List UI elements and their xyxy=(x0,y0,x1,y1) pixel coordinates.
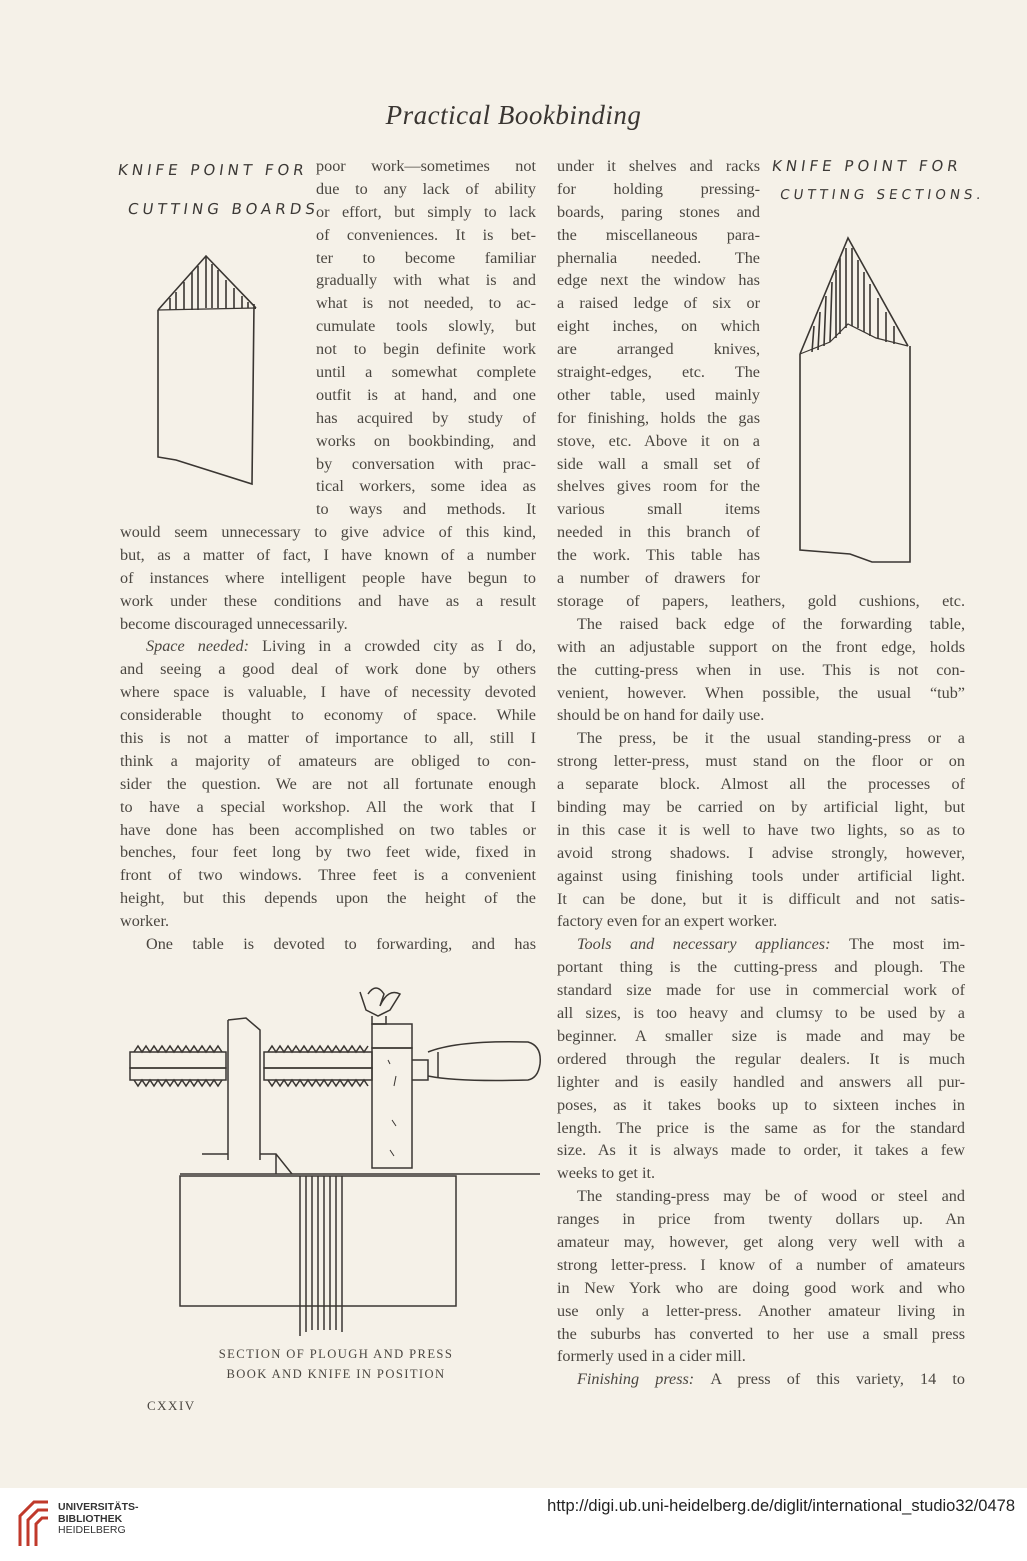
text-line: One table is devoted to forwarding, and has xyxy=(146,935,536,954)
text-line: The press, be it the usual standing-press or a xyxy=(577,729,965,748)
text-span: The most im- xyxy=(848,935,965,954)
text-line: with an adjustable support on the front edge, holds xyxy=(557,637,965,656)
text-line: front of two windows. Three feet is a convenient xyxy=(120,866,536,885)
text-line: considerable thought to economy of space. While xyxy=(120,706,536,725)
text-line: ranges in price from twenty dollars up. An xyxy=(557,1210,965,1229)
text-line: boards, paring stones and xyxy=(557,202,760,221)
space-needed-label: Space needed: xyxy=(146,637,249,656)
text-line: The standing-press may be of wood or steel and xyxy=(577,1187,965,1206)
text-line: use only a letter-press. Another amateur living in xyxy=(557,1301,965,1320)
logo-line: BIBLIOTHEK xyxy=(58,1512,123,1525)
text-line: a raised ledge of six or xyxy=(557,294,760,313)
text-line: the suburbs has converted to her use a small press xyxy=(557,1324,965,1343)
logo-line: HEIDELBERG xyxy=(58,1524,126,1536)
text-line: amateur may, however, get along very well with a xyxy=(557,1232,965,1251)
text-line: ter to become familiar xyxy=(316,248,536,267)
left-column-narrow-text xyxy=(316,155,536,521)
text-line: has acquired by study of xyxy=(316,408,536,427)
right-column-text xyxy=(557,590,965,1391)
text-line: and seeing a good deal of work done by others xyxy=(120,660,536,679)
text-line: It can be done, but it is difficult and not satis- xyxy=(557,889,965,908)
text-line: venient, however. When possible, the usual “tub” xyxy=(557,683,965,702)
text-line: strong letter-press, must stand on the floor or on xyxy=(557,752,965,771)
text-line: are arranged knives, xyxy=(557,340,760,359)
handwritten-label-right-1: KNIFE POINT FOR xyxy=(770,157,963,175)
text-line: have done has been accomplished on two tables or xyxy=(120,820,536,839)
text-line: strong letter-press. I know of a number of amateurs xyxy=(557,1255,965,1274)
text-line: but, as a matter of fact, I have known of a number xyxy=(120,545,536,564)
handwritten-label-right-2: CUTTING SECTIONS. xyxy=(778,187,986,203)
text-line: outfit is at hand, and one xyxy=(316,385,536,404)
text-line: or effort, but simply to lack xyxy=(316,202,536,221)
text-line: a number of drawers for xyxy=(557,569,760,588)
space-needed-first-line xyxy=(120,635,536,658)
text-line: should be on hand for daily use. xyxy=(557,706,765,725)
text-line: other table, used mainly xyxy=(557,385,760,404)
text-line: not to begin definite work xyxy=(316,340,536,359)
text-line: height, but this depends upon the height of the xyxy=(120,889,536,908)
text-line: for holding pressing- xyxy=(557,179,760,198)
plough-press-illustration xyxy=(128,980,544,1340)
text-line: worker. xyxy=(120,912,169,931)
text-line: benches, four feet long by two feet wide, fixed in xyxy=(120,843,536,862)
text-line: would seem unnecessary to give advice of this kind, xyxy=(120,523,536,541)
running-head: Practical Bookbinding xyxy=(385,100,642,130)
handwritten-label-left-1: KNIFE POINT FOR xyxy=(116,161,309,179)
text-line: in this case it is well to have two lights, so as to xyxy=(557,820,965,839)
tools-first-line xyxy=(557,933,965,956)
text-line: to have a special workshop. All the work that I xyxy=(120,797,536,816)
library-logo-icon xyxy=(12,1498,52,1550)
figure-caption-line-1: SECTION OF PLOUGH AND PRESS xyxy=(218,1347,454,1361)
text-line: gradually with what is and xyxy=(316,271,536,290)
text-line: the cutting-press when in use. This is not con- xyxy=(557,660,965,679)
text-line: due to any lack of ability xyxy=(316,179,536,198)
text-span: A press of this variety, 14 to xyxy=(710,1370,965,1389)
text-line: this is not a matter of importance to all, still I xyxy=(120,729,536,748)
library-logo-text xyxy=(58,1502,139,1537)
finishing-label: Finishing press: xyxy=(577,1370,695,1389)
text-line: until a somewhat complete xyxy=(316,363,536,382)
text-line: lighter and is easily handled and answers all pur- xyxy=(557,1072,965,1091)
text-line: against using finishing tools under artificial light. xyxy=(557,866,965,885)
text-line: The raised back edge of the forwarding table, xyxy=(577,614,965,633)
text-line: straight-edges, etc. The xyxy=(557,363,760,382)
text-line: all sizes, is too heavy and clumsy to be used by a xyxy=(557,1004,965,1023)
finishing-line xyxy=(557,1368,965,1391)
text-line: the miscellaneous para- xyxy=(557,225,760,244)
text-line: sider the question. We are not all fortunate enough xyxy=(120,774,536,793)
text-line: by conversation with prac- xyxy=(316,454,536,473)
figure-caption-line-2: BOOK AND KNIFE IN POSITION xyxy=(226,1367,446,1381)
text-line: ordered through the regular dealers. It is much xyxy=(557,1049,965,1068)
text-line: become discouraged unnecessarily. xyxy=(120,614,348,633)
text-line: avoid strong shadows. I advise strongly, however, xyxy=(557,843,965,862)
right-column-narrow-text xyxy=(557,155,760,590)
source-url-link[interactable]: http://digi.ub.uni-heidelberg.de/diglit/international_studio32/0478 xyxy=(547,1497,1015,1515)
text-line: eight inches, on which xyxy=(557,317,760,336)
left-column-text xyxy=(120,521,536,956)
text-line: under it shelves and racks xyxy=(557,157,760,175)
text-line: beginner. A smaller size is made and may be xyxy=(557,1026,965,1045)
text-span: Living in a crowded city as I do, xyxy=(262,637,536,656)
knife-point-boards-sketch xyxy=(146,252,270,492)
text-line: the work. This table has xyxy=(557,546,760,565)
knife-point-sections-sketch xyxy=(790,228,920,580)
text-line: of conveniences. It is bet- xyxy=(316,225,536,244)
text-line: for finishing, holds the gas xyxy=(557,408,760,427)
text-line: poses, as it takes books up to sixteen inches in xyxy=(557,1095,965,1114)
text-line: in New York who are doing good work and who xyxy=(557,1278,965,1297)
text-line: a separate block. Almost all the processes of xyxy=(557,775,965,794)
text-line: size. As it is always made to order, it takes a few xyxy=(557,1141,965,1160)
text-line: what is not needed, to ac- xyxy=(316,294,536,313)
text-line: tical workers, some idea as xyxy=(316,477,536,496)
text-line: length. The price is the same as for the standard xyxy=(557,1118,965,1137)
text-line: binding may be carried on by artificial light, but xyxy=(557,798,965,817)
text-line: factory even for an expert worker. xyxy=(557,912,778,931)
text-line: portant thing is the cutting-press and plough. The xyxy=(557,958,965,977)
text-line: side wall a small set of xyxy=(557,454,760,473)
text-line: edge next the window has xyxy=(557,271,760,290)
logo-line: UNIVERSITÄTS- xyxy=(58,1501,139,1513)
text-line: formerly used in a cider mill. xyxy=(557,1347,746,1366)
text-line: cumulate tools slowly, but xyxy=(316,317,536,336)
text-line: various small items xyxy=(557,500,760,519)
handwritten-label-left-2: CUTTING BOARDS xyxy=(126,200,321,218)
text-line: to ways and methods. It xyxy=(316,500,536,519)
text-line: needed in this branch of xyxy=(557,523,760,542)
text-line: stove, etc. Above it on a xyxy=(557,431,760,450)
text-line: of instances where intelligent people have begun to xyxy=(120,568,536,587)
text-line: where space is valuable, I have of necessity devoted xyxy=(120,683,536,702)
text-line: storage of papers, leathers, gold cushions, etc. xyxy=(557,592,965,610)
page-folio: CXXIV xyxy=(147,1398,196,1413)
text-line: standard size made for use in commercial work of xyxy=(557,981,965,1000)
tools-label: Tools and necessary appliances: xyxy=(577,935,831,954)
text-line: weeks to get it. xyxy=(557,1164,656,1183)
text-line: poor work—sometimes not xyxy=(316,157,536,175)
text-line: works on bookbinding, and xyxy=(316,431,536,450)
text-line: work under these conditions and have as a result xyxy=(120,591,536,610)
text-line: think a majority of amateurs are obliged to con- xyxy=(120,751,536,770)
text-line: phernalia needed. The xyxy=(557,248,760,267)
text-line: shelves gives room for the xyxy=(557,477,760,496)
